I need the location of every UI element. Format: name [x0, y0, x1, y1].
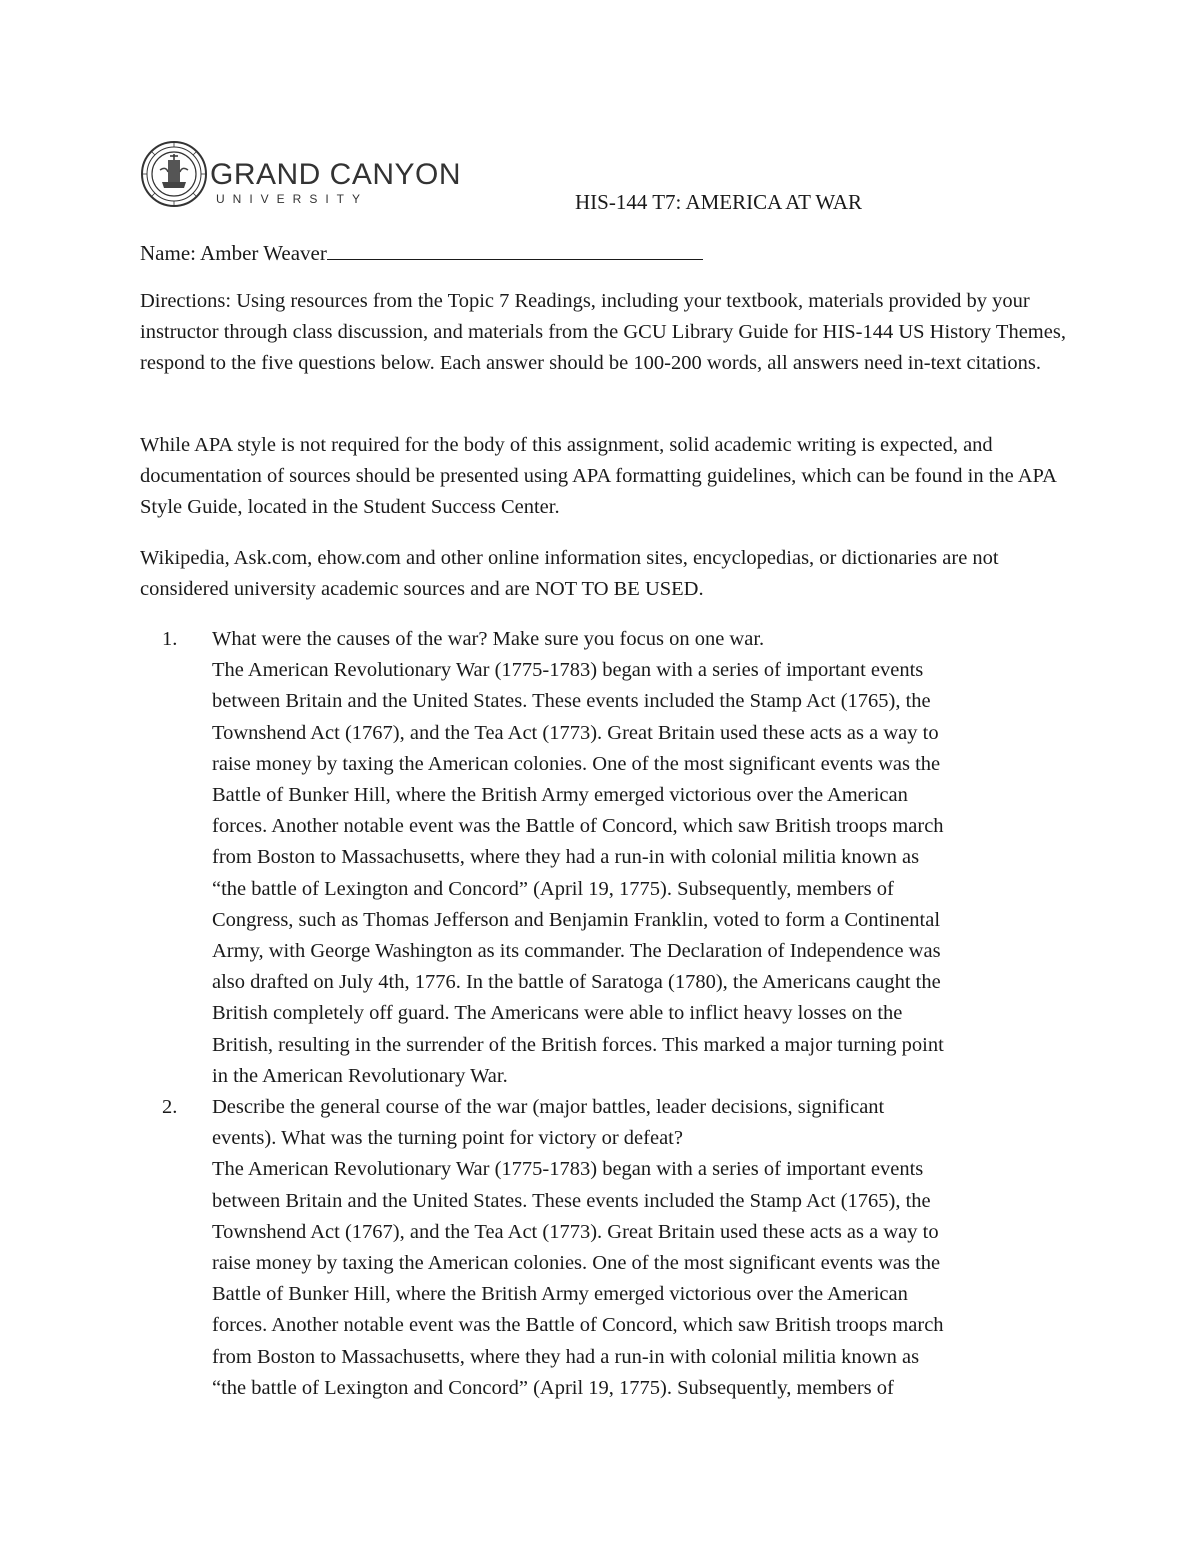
question-text-line: “the battle of Lexington and Concord” (April 19, 1775). Subsequently, members of	[212, 877, 894, 900]
question-text-line: What were the causes of the war? Make sure you focus on one war.	[212, 628, 765, 650]
question-text-line: Battle of Bunker Hill, where the British Army emerged victorious over the American	[212, 784, 908, 807]
course-title: HIS-144 T7: AMERICA AT WAR	[575, 190, 863, 214]
question-number: 2.	[162, 1096, 178, 1119]
university-logo	[140, 140, 462, 212]
question-text-line: raise money by taxing the American colonies. One of the most significant events was the	[212, 1252, 941, 1275]
logo-wordmark: GRAND CANYON	[210, 158, 462, 191]
question-number: 1.	[162, 628, 178, 650]
question-text-line: Army, with George Washington as its commander. The Declaration of Independence was	[212, 940, 941, 963]
question-text-line: Battle of Bunker Hill, where the British Army emerged victorious over the American	[212, 1283, 908, 1306]
question-text-line: Townshend Act (1767), and the Tea Act (1773). Great Britain used these acts as a way to	[212, 1220, 939, 1243]
directions-paragraph: Directions: Using resources from the Topic 7 Readings, including your textbook, materials provided by your instructor through class discussion, and materials from the GCU Library Guide for HIS-144 US History Themes, respond to the five questions below. Each answer should be 100-200 words, all answers need in-text citations.	[140, 290, 1066, 374]
question-text-line: from Boston to Massachusetts, where they had a run-in with colonial militia known as	[212, 1345, 920, 1368]
question-text-line: raise money by taxing the American colonies. One of the most significant events was the	[212, 752, 941, 775]
university-seal-icon	[140, 140, 208, 208]
question-text-line: events). What was the turning point for victory or defeat?	[212, 1127, 683, 1150]
question-text-line: The American Revolutionary War (1775-1783) began with a series of important events	[212, 659, 924, 682]
question-text-line: forces. Another notable event was the Battle of Concord, which saw British troops march	[212, 1314, 944, 1337]
question-text-line: British completely off guard. The Americans were able to inflict heavy losses on the	[212, 1002, 903, 1025]
question-text-line: Townshend Act (1767), and the Tea Act (1773). Great Britain used these acts as a way to	[212, 721, 939, 744]
question-text-line: Describe the general course of the war (major battles, leader decisions, significant	[212, 1096, 885, 1119]
question-item	[140, 1092, 1070, 1404]
question-text-line: British, resulting in the surrender of the British forces. This marked a major turning point	[212, 1033, 944, 1056]
question-text-line: in the American Revolutionary War.	[212, 1064, 508, 1087]
question-text-line: between Britain and the United States. These events included the Stamp Act (1765), the	[212, 690, 931, 713]
question-text-line: forces. Another notable event was the Battle of Concord, which saw British troops march	[212, 815, 944, 838]
question-list	[140, 624, 1070, 1404]
name-underline	[327, 241, 703, 260]
question-text-line: “the battle of Lexington and Concord” (April 19, 1775). Subsequently, members of	[212, 1376, 894, 1399]
question-text-line: The American Revolutionary War (1775-1783) began with a series of important events	[212, 1158, 924, 1181]
logo-subtitle: UNIVERSITY	[216, 192, 369, 206]
student-name: Name: Amber Weaver	[140, 241, 327, 265]
question-item	[140, 624, 1070, 1092]
apa-paragraph: While APA style is not required for the body of this assignment, solid academic writing is expected, and documentation of sources should be presented using APA formatting guidelines, which can be found in the APA Style Guide, located in the Student Success Center.	[140, 434, 1056, 518]
sources-paragraph: Wikipedia, Ask.com, ehow.com and other online information sites, encyclopedias, or dictionaries are not considered university academic sources and are NOT TO BE USED.	[140, 547, 999, 600]
question-text-line: Congress, such as Thomas Jefferson and Benjamin Franklin, voted to form a Continental	[212, 908, 941, 931]
student-name-line	[140, 241, 703, 266]
question-text-line: between Britain and the United States. These events included the Stamp Act (1765), the	[212, 1189, 931, 1212]
question-text-line: also drafted on July 4th, 1776. In the battle of Saratoga (1780), the Americans caught the	[212, 971, 941, 994]
question-text-line: from Boston to Massachusetts, where they had a run-in with colonial militia known as	[212, 846, 920, 869]
